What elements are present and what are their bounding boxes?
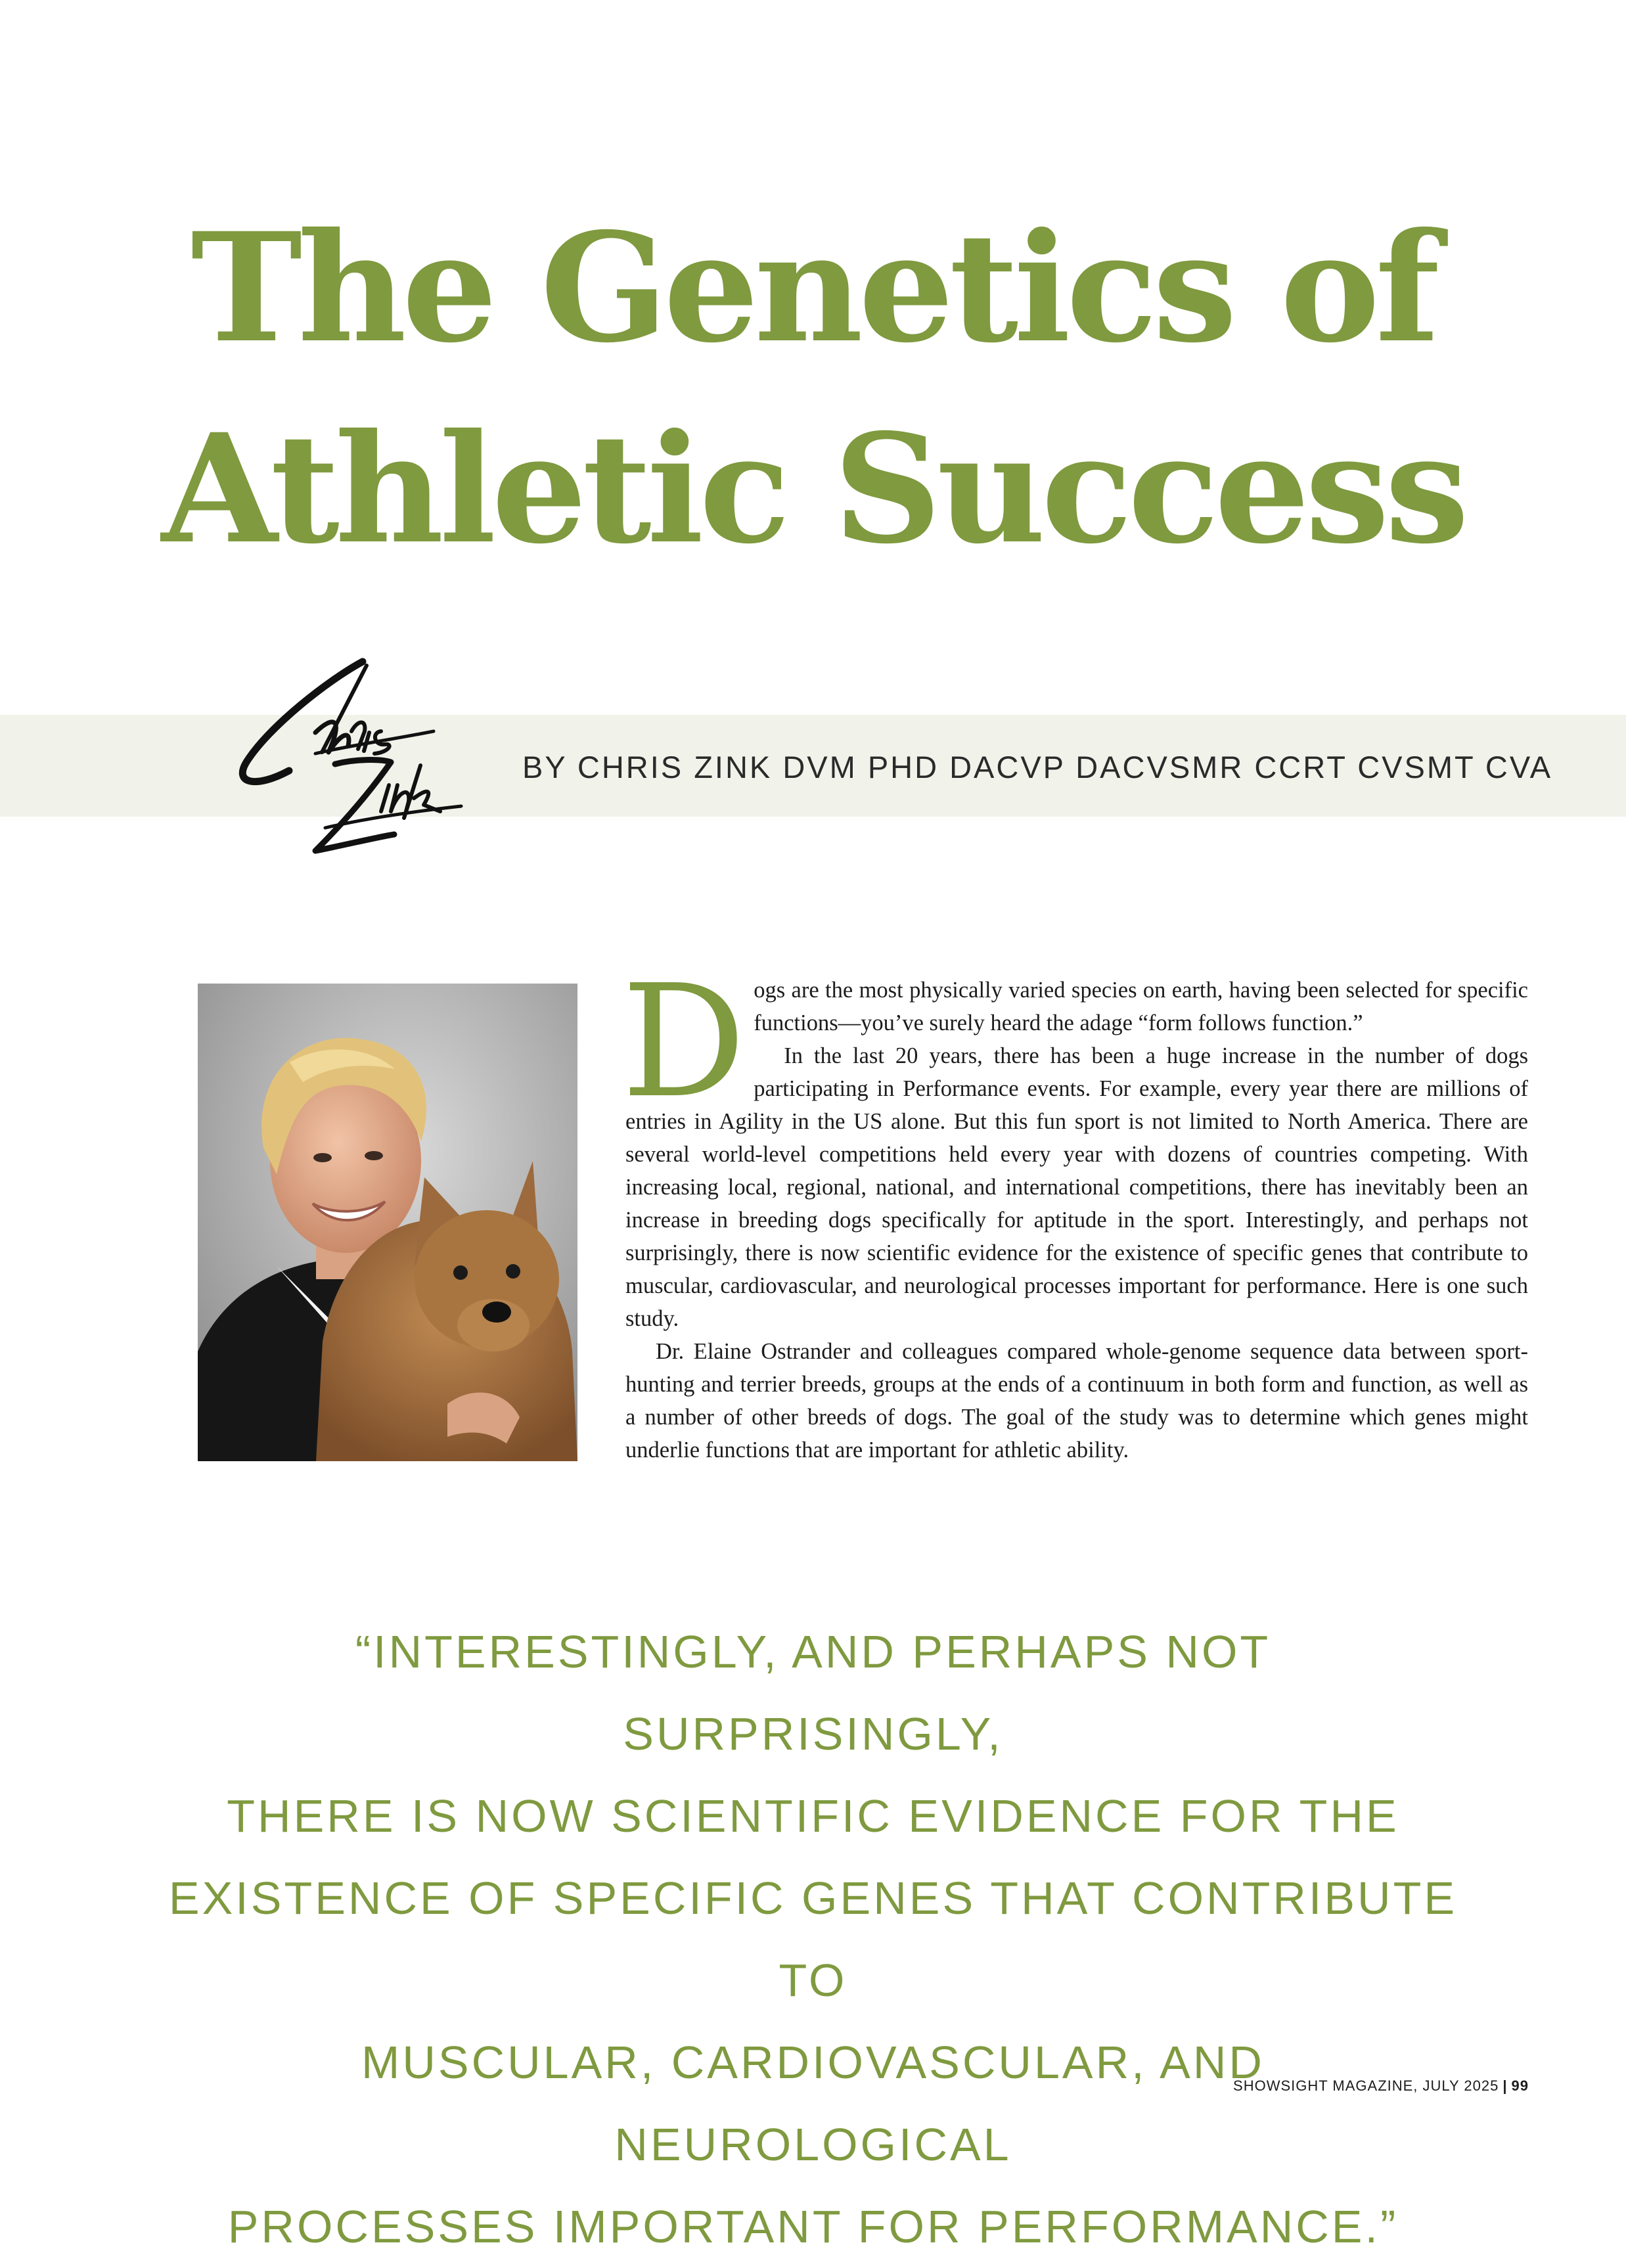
byline: BY CHRIS ZINK DVM PHD DACVP DACVSMR CCRT CVSMT CVA <box>522 750 1553 784</box>
author-with-dog-image <box>198 984 577 1461</box>
footer-separator: | <box>1502 2077 1508 2094</box>
article-title <box>0 187 1626 589</box>
pull-quote-line-2: THERE IS NOW SCIENTIFIC EVIDENCE FOR THE <box>227 1790 1399 1842</box>
page-footer <box>1233 2077 1529 2095</box>
author-photo <box>198 984 577 1461</box>
pull-quote <box>164 1611 1462 2268</box>
paragraph-2: In the last 20 years, there has been a huge increase in the number of dogs participating in Performance events. For example, every year there are millions of entries in Agility in the US alone. But this fun sport is not limited to North America. There are several world-level competitions held every year with dozens of countries competing. With increasing local, regional, national, and international competitions, there has inevitably been an increase in breeding dogs specifically for aptitude in the sport. Interestingly, and perhaps not surprisingly, there is now scientific evidence for the existence of specific genes that contribute to muscular, cardiovascular, and neurological processes important for performance. Here is one such study. <box>625 1043 1528 1331</box>
title-line-1: The Genetics of <box>191 200 1435 376</box>
footer-publication: SHOWSIGHT MAGAZINE, JULY 2025 <box>1233 2077 1499 2094</box>
pull-quote-line-1: “INTERESTINGLY, AND PERHAPS NOT SURPRISINGLY, <box>355 1626 1271 1759</box>
pull-quote-line-4: MUSCULAR, CARDIOVASCULAR, AND NEUROLOGICAL <box>361 2037 1265 2170</box>
drop-cap: D <box>621 951 746 1132</box>
author-signature <box>217 654 463 867</box>
page-number: 99 <box>1511 2077 1529 2094</box>
title-line-2: Athletic Success <box>161 401 1465 577</box>
article-body <box>621 951 1528 1466</box>
paragraph-1-text: ogs are the most physically varied species on earth, having been selected for specific functions—you’ve surely heard the adage “form follows function.” <box>754 978 1528 1035</box>
pull-quote-line-5: PROCESSES IMPORTANT FOR PERFORMANCE.” <box>227 2201 1399 2252</box>
paragraph-1 <box>621 951 1528 1132</box>
signature-graphic <box>217 654 463 867</box>
paragraph-3: Dr. Elaine Ostrander and colleagues compared whole-genome sequence data between sport-hunting and terrier breeds, groups at the ends of a continuum in both form and function, as well as a number of other breeds of dogs. The goal of the study was to determine which genes might underlie functions that are important for athletic ability. <box>625 1339 1528 1463</box>
pull-quote-line-3: EXISTENCE OF SPECIFIC GENES THAT CONTRIBUTE TO <box>168 1872 1458 2006</box>
